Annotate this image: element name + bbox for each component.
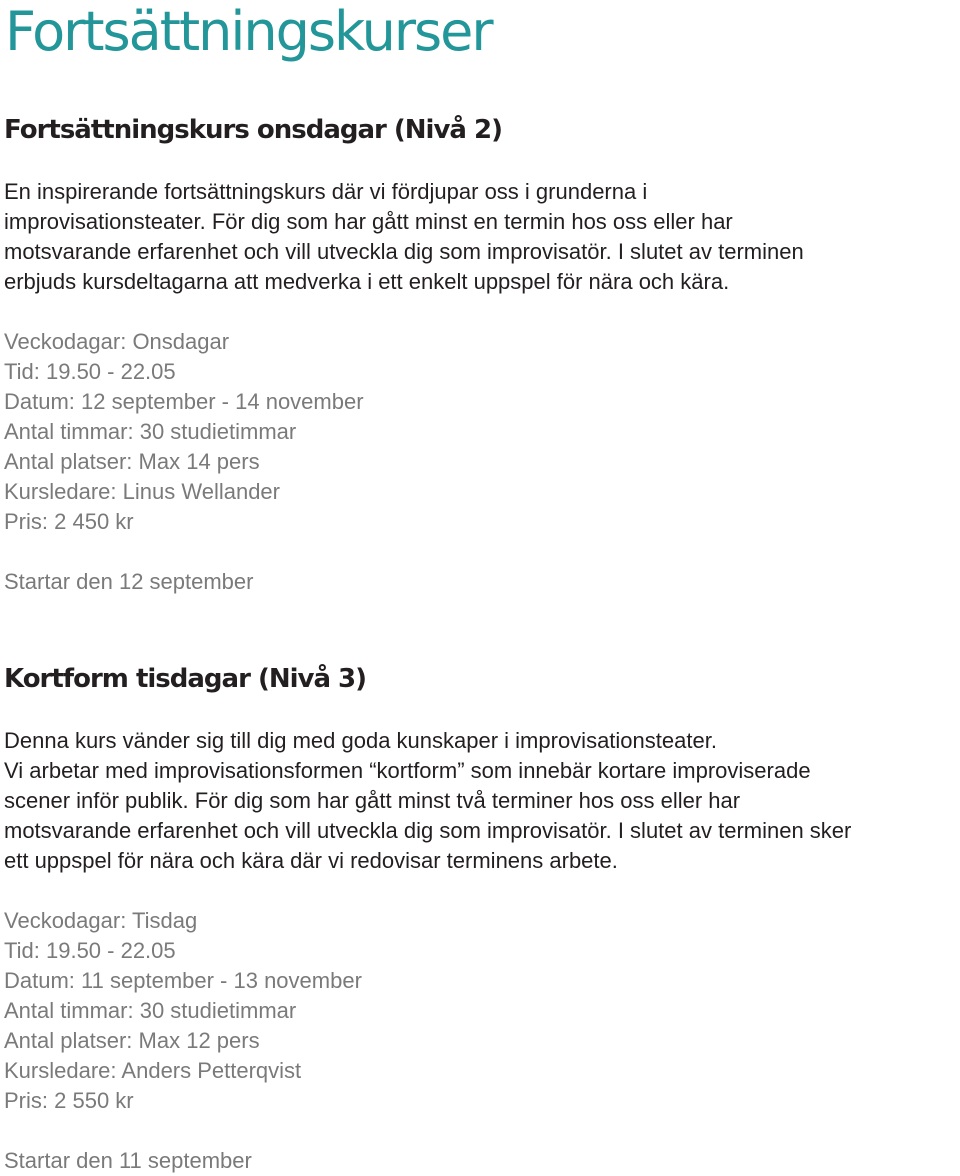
course-title: Fortsättningskurs onsdagar (Nivå 2): [4, 115, 502, 145]
detail-value: 30 studietimmar: [139, 998, 297, 1023]
course-description: [4, 177, 960, 297]
detail-label: Antal platser:: [4, 1028, 133, 1053]
detail-value: Max 12 pers: [138, 1028, 260, 1053]
description-line: Denna kurs vänder sig till dig med goda kunskaper i improvisationsteater.: [4, 728, 717, 753]
course-start-date: Startar den 12 september: [4, 569, 254, 594]
detail-value: 30 studietimmar: [139, 419, 297, 444]
detail-value: 19.50 - 22.05: [45, 938, 176, 963]
detail-label: Antal platser:: [4, 449, 133, 474]
detail-label: Veckodagar:: [4, 908, 127, 933]
detail-time: [4, 936, 960, 966]
detail-seats: [4, 1026, 960, 1056]
detail-value: Max 14 pers: [138, 449, 260, 474]
description-line: improvisationsteater. För dig som har gått minst en termin hos oss eller har: [4, 209, 733, 234]
page-title: Fortsättningskurser: [5, 0, 492, 63]
course-title: Kortform tisdagar (Nivå 3): [4, 664, 367, 694]
detail-value: Linus Wellander: [122, 479, 280, 504]
course-start-date: Startar den 11 september: [4, 1148, 252, 1173]
description-line: Vi arbetar med improvisationsformen “kortform” som innebär kortare improviserade: [4, 758, 811, 783]
course-description: [4, 726, 960, 876]
detail-value: Tisdag: [132, 908, 198, 933]
detail-label: Tid:: [4, 938, 40, 963]
detail-weekdays: [4, 327, 960, 357]
description-line: scener inför publik. För dig som har gått minst två terminer hos oss eller har: [4, 788, 741, 813]
detail-value: 19.50 - 22.05: [45, 359, 176, 384]
detail-seats: [4, 447, 960, 477]
detail-label: Kursledare:: [4, 1058, 117, 1083]
detail-value: 11 september - 13 november: [81, 968, 362, 993]
detail-value: Onsdagar: [132, 329, 230, 354]
detail-dates: [4, 966, 960, 996]
detail-value: Anders Petterqvist: [121, 1058, 302, 1083]
detail-dates: [4, 387, 960, 417]
detail-time: [4, 357, 960, 387]
detail-value: 12 september - 14 november: [81, 389, 364, 414]
course-section-tisdagar: [4, 661, 960, 1176]
detail-weekdays: [4, 906, 960, 936]
detail-hours: [4, 996, 960, 1026]
course-section-onsdagar: [4, 112, 960, 597]
detail-label: Kursledare:: [4, 479, 117, 504]
detail-price: [4, 1086, 960, 1116]
detail-value: 2 550 kr: [54, 1088, 134, 1113]
detail-label: Pris:: [4, 509, 48, 534]
description-line: motsvarande erfarenhet och vill utveckla dig som improvisatör. I slutet av terminen sker: [4, 818, 852, 843]
detail-label: Antal timmar:: [4, 419, 134, 444]
description-line: erbjuds kursdeltagarna att medverka i ett enkelt uppspel för nära och kära.: [4, 269, 730, 294]
detail-price: [4, 507, 960, 537]
detail-instructor: [4, 1056, 960, 1086]
detail-label: Veckodagar:: [4, 329, 127, 354]
detail-label: Pris:: [4, 1088, 48, 1113]
detail-label: Datum:: [4, 389, 75, 414]
course-details: [4, 327, 960, 537]
detail-hours: [4, 417, 960, 447]
detail-label: Datum:: [4, 968, 75, 993]
description-line: motsvarande erfarenhet och vill utveckla dig som improvisatör. I slutet av terminen: [4, 239, 804, 264]
detail-value: 2 450 kr: [54, 509, 134, 534]
detail-label: Antal timmar:: [4, 998, 134, 1023]
course-details: [4, 906, 960, 1116]
description-line: ett uppspel för nära och kära där vi redovisar terminens arbete.: [4, 848, 618, 873]
detail-label: Tid:: [4, 359, 40, 384]
detail-instructor: [4, 477, 960, 507]
description-line: En inspirerande fortsättningskurs där vi fördjupar oss i grunderna i: [4, 179, 648, 204]
